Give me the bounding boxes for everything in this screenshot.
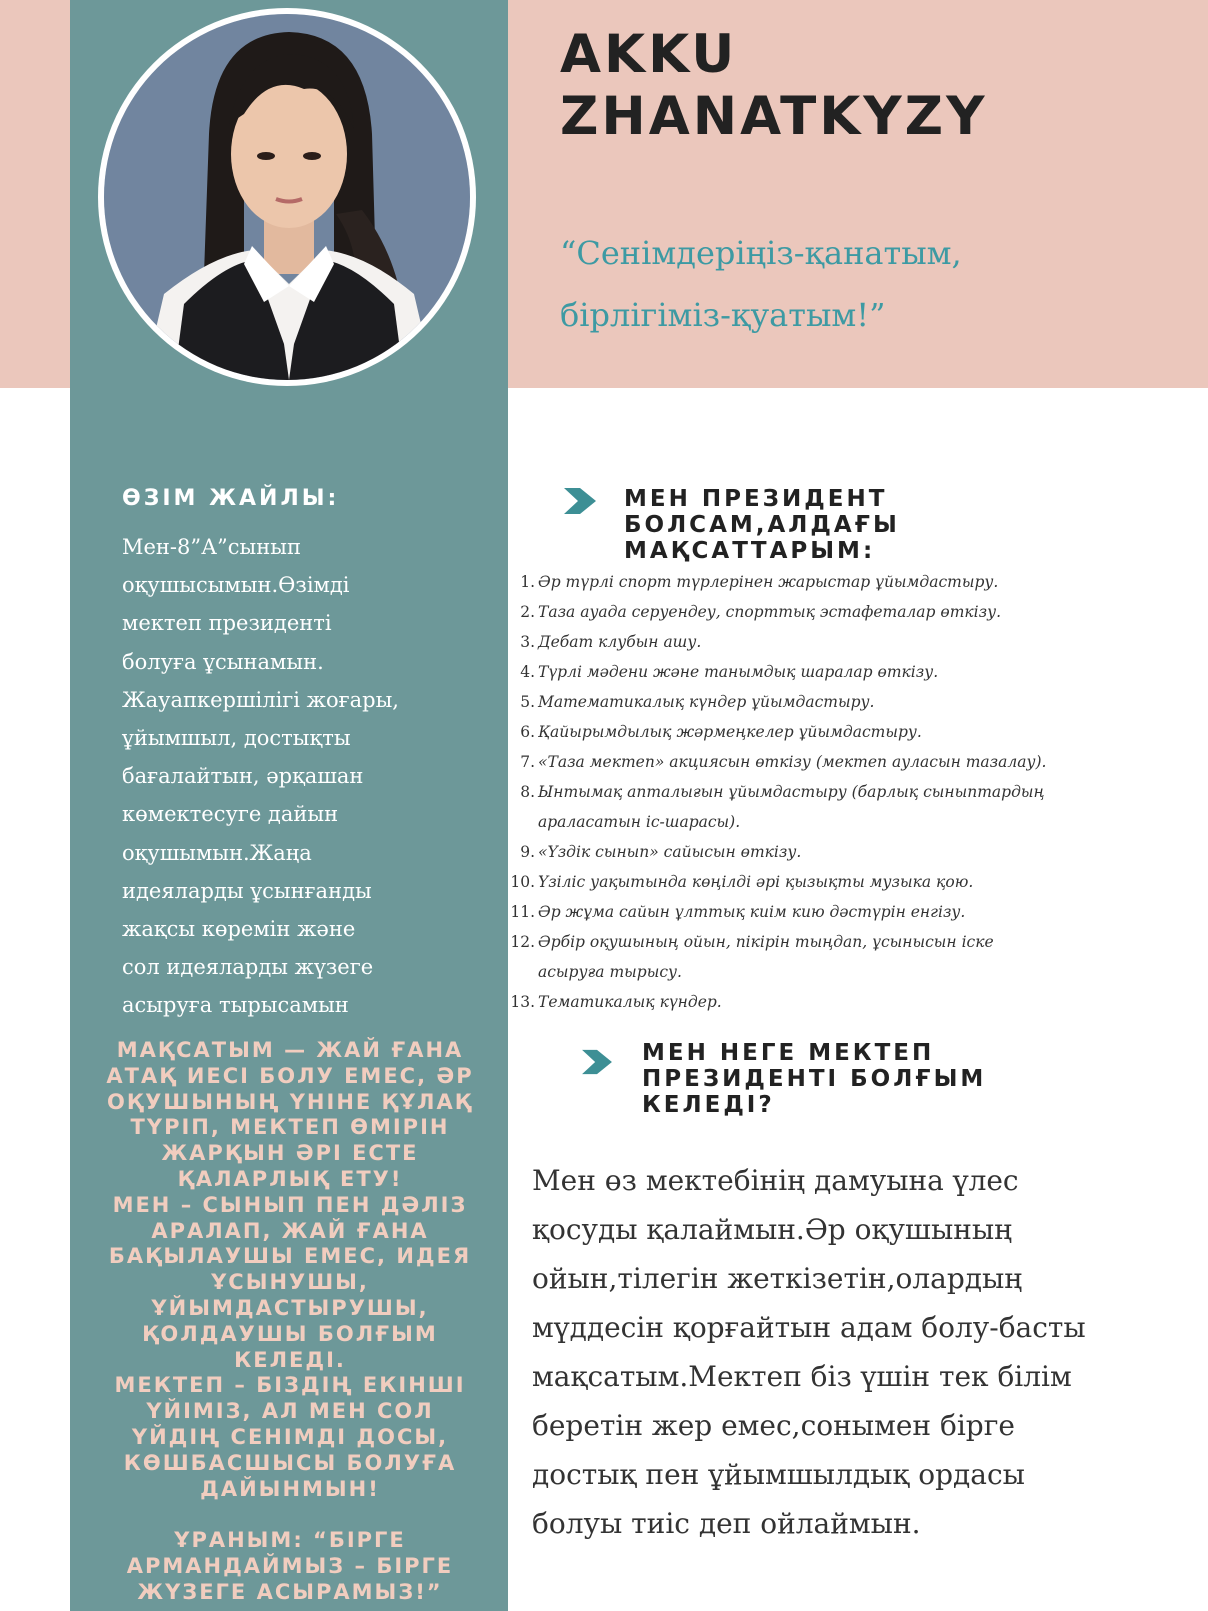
list-item [508,567,1208,597]
goal-line: ОҚУШЫНЫҢ ҮНІНЕ ҚҰЛАҚ [106,1089,473,1114]
list-item [508,927,1208,987]
about-line: ұйымшыл, достықты [122,726,351,751]
item-text: Әр жұма сайын ұлттық киім кию дәстүрін енгізу. [538,903,966,921]
why-line: мақсатым.Мектеп біз үшін тек білім [532,1360,1072,1393]
about-line: Мен-8”А”сынып [122,535,301,559]
item-text: Қайырымдылық жәрмеңкелер ұйымдастыру. [538,723,922,741]
goal-line: КӨШБАСШЫСЫ БОЛУҒА [123,1450,457,1475]
about-line: Жауапкершілігі жоғары, [122,687,399,712]
item-number: 2. [520,603,535,621]
goal-line: ҮЙДІҢ СЕНІМДІ ДОСЫ, [131,1424,449,1449]
why-line: Мен өз мектебінің дамуына үлес [532,1164,1019,1197]
about-line: идеяларды ұсынғанды [122,878,372,903]
goal-line: АРАЛАП, ЖАЙ ҒАНА [151,1218,429,1243]
item-text: Әр түрлі спорт түрлерінен жарыстар ұйымдастыру. [538,573,999,591]
title-line: КЕЛЕДІ? [642,1092,775,1118]
goal-line: ҰЙЫМДАСТЫРУШЫ, [151,1295,429,1320]
item-text: «Үздік сынып» сайысын өткізу. [538,843,802,861]
portrait-illustration [104,14,470,380]
why-text [532,1156,1192,1548]
list-item [508,897,1208,927]
profile-photo [98,8,476,386]
about-line: болуға ұсынамын. [122,649,324,674]
list-item [508,717,1208,747]
item-number: 12. [510,933,535,951]
list-item [508,867,1208,897]
item-number: 1. [520,573,535,591]
item-text: Түрлі мәдени және танымдық шаралар өткізу. [538,663,939,681]
title-line: МЕН ПРЕЗИДЕНТ [624,486,888,512]
item-text: Математикалық күндер ұйымдастыру. [538,693,875,711]
goal-line: ТҮРІП, МЕКТЕП ӨМІРІН [130,1115,450,1140]
list-item [508,597,1208,627]
item-number: 5. [520,693,535,711]
item-number: 4. [520,663,535,681]
about-line: асыруға тырысамын [122,993,349,1018]
why-line: қосуды қалаймын.Әр оқушының [532,1213,1013,1246]
goal-line: МАҚСАТЫМ — ЖАЙ ҒАНА [116,1038,464,1062]
full-name [560,24,1180,148]
item-text: «Таза мектеп» акциясын өткізу (мектеп ауласын тазалау). [538,753,1047,771]
item-text: Әрбір оқушының ойын, пікірін тыңдап, ұсынысын іске [538,933,994,951]
name-line-2: ZHANATKYZY [560,86,988,147]
why-line: беретін жер емес,сонымен бірге [532,1409,1015,1442]
item-text: араласатын іс-шарасы). [538,813,741,831]
goal-line: ҚОЛДАУШЫ БОЛҒЫМ [142,1321,438,1346]
about-line: мектеп президенті [122,611,332,636]
about-line: оқушысымын.Өзімді [122,573,350,598]
goal-line: ҮЙІМІЗ, АЛ МЕН СОЛ [146,1399,434,1424]
goal-line: АТАҚ ИЕСІ БОЛУ ЕМЕС, ӘР [106,1063,474,1088]
item-number: 6. [520,723,535,741]
title-line: МЕН НЕГЕ МЕКТЕП [642,1040,935,1066]
list-item [508,687,1208,717]
about-text [122,528,482,1025]
list-item [508,657,1208,687]
goal-line: КЕЛЕДІ. [234,1347,346,1372]
item-text: Ынтымақ апталығын ұйымдастыру (барлық сыныптардың [538,783,1045,801]
president-goals-list [508,567,1208,1017]
item-number: 13. [510,993,535,1011]
list-item [508,987,1208,1017]
motto-line-1: “Сенімдеріңіз-қанатым, [560,234,962,272]
title-line: ПРЕЗИДЕНТІ БОЛҒЫМ [642,1066,987,1092]
goal-line: ҚАЛАРЛЫҚ ЕТУ! [177,1166,403,1191]
item-number: 11. [510,903,535,921]
goal-line: МЕН – СЫНЫП ПЕН ДӘЛІЗ [112,1192,468,1217]
president-goals-title [624,486,900,564]
item-text: Дебат клубын ашу. [538,633,702,651]
why-title [642,1040,986,1118]
goal-line: БАҚЫЛАУШЫ ЕМЕС, ИДЕЯ [108,1244,472,1269]
goal-line: ЖАРҚЫН ӘРІ ЕСТЕ [161,1141,419,1166]
chevron-right-icon [580,1048,614,1076]
item-text: Тематикалық күндер. [538,993,722,1011]
slogan-line: ҰРАНЫМ: “БІРГЕ [174,1528,406,1553]
goal-line: МЕКТЕП – БІЗДІҢ ЕКІНШІ [114,1373,466,1398]
motto-line-2: бірлігіміз-қуатым!” [560,296,886,334]
slogan-line: ЖҮЗЕГЕ АСЫРАМЫЗ!” [137,1579,443,1604]
item-text: Таза ауада серуендеу, спорттық эстафеталар өткізу. [538,603,1002,621]
chevron-right-icon [562,486,598,516]
item-text: Үзіліс уақытында көңілді әрі қызықты музыка қою. [538,873,974,891]
about-line: бағалайтын, әрқашан [122,764,364,789]
item-number: 7. [520,753,535,771]
about-title: ӨЗІМ ЖАЙЛЫ: [122,486,340,511]
goal-statement [80,1038,500,1606]
title-line: БОЛСАМ,АЛДАҒЫ [624,512,900,538]
goal-line: ҰСЫНУШЫ, [211,1270,369,1295]
paragraph-gap [80,1502,500,1528]
about-line: оқушымын.Жаңа [122,840,312,865]
about-line: көмектесуге дайын [122,802,339,827]
item-number: 10. [510,873,535,891]
why-line: ойын,тілегін жеткізетін,олардың [532,1262,1023,1295]
item-number: 9. [520,843,535,861]
why-line: мүддесін қорғайтын адам болу-басты [532,1311,1086,1344]
motto [560,222,1160,346]
goal-line: ДАЙЫНМЫН! [200,1476,380,1501]
list-item [508,747,1208,777]
about-line: сол идеяларды жүзеге [122,955,374,980]
item-number: 8. [520,783,535,801]
list-item [508,627,1208,657]
item-text: асыруға тырысу. [538,963,682,981]
why-line: достық пен ұйымшылдық ордасы [532,1458,1025,1491]
list-item [508,777,1208,837]
about-line: жақсы көремін және [122,917,356,942]
why-line: болуы тиіс деп ойлаймын. [532,1507,921,1540]
item-number: 3. [520,633,535,651]
name-line-1: AKKU [560,24,738,85]
title-line: МАҚСАТТАРЫМ: [624,538,876,564]
slogan-line: АРМАНДАЙМЫЗ – БІРГЕ [126,1554,454,1579]
list-item [508,837,1208,867]
